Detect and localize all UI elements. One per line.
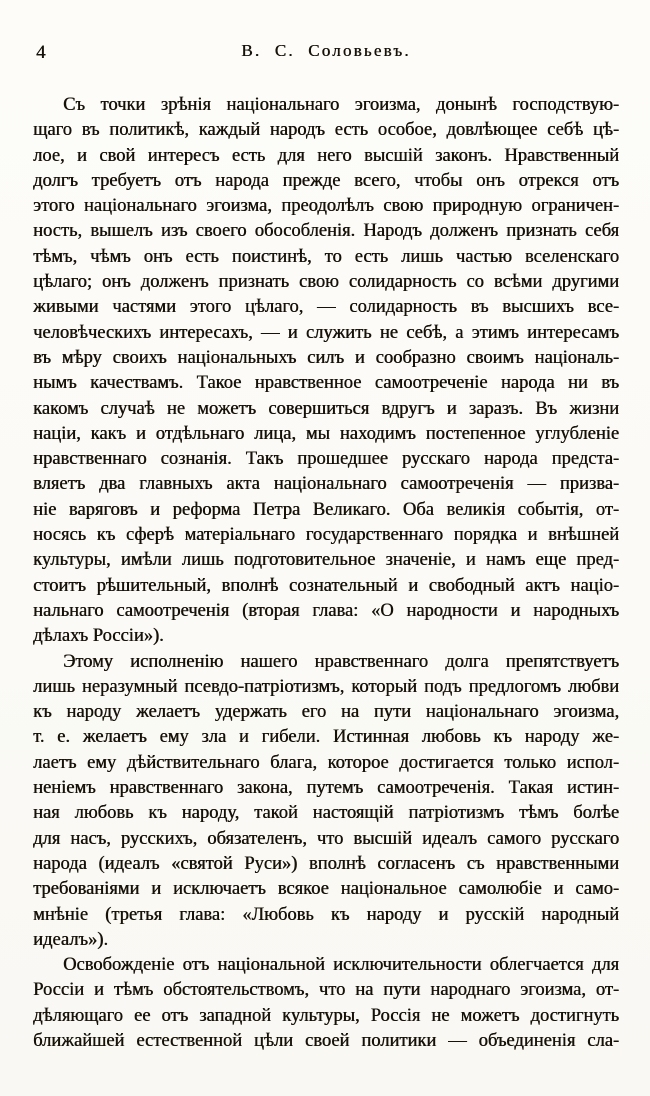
text-line: стоитъ рѣшительный, вполнѣ сознательный и свободный актъ націо-: [33, 575, 619, 596]
text-line: требованіями и исключаетъ всякое національное самолюбіе и само-: [33, 879, 619, 900]
text-line: нравственнаго сознанія. Такъ прошедшее русскаго народа предста-: [33, 449, 619, 470]
text-line: идеалъ»).: [33, 929, 108, 950]
text-line: нымъ качествамъ. Такое нравственное самоотреченіе народа ни въ: [33, 373, 619, 394]
paragraph: [33, 650, 619, 954]
text-line: націи, какъ и отдѣльнаго лица, мы находимъ постепенное углубленіе: [33, 423, 619, 444]
page-number: 4: [36, 42, 46, 63]
paragraph: [33, 953, 619, 1054]
text-line: нальнаго самоотреченія (вторая глава: «О народности и народныхъ: [33, 600, 619, 621]
text-line: ніе варяговъ и реформа Петра Великаго. Оба великія событія, от-: [33, 499, 619, 520]
text-line: т. е. желаетъ ему зла и гибели. Истинная любовь къ народу же-: [33, 727, 619, 748]
text-line: къ народу желаетъ удержать его на пути національнаго эгоизма,: [33, 702, 619, 723]
text-line: Россіи и тѣмъ обстоятельствомъ, что на пути народнаго эгоизма, от-: [33, 980, 619, 1001]
text-line: вляетъ два главныхъ акта національнаго самоотреченія — призва-: [33, 474, 619, 495]
text-line: человѣческихъ интересахъ, — и служить не себѣ, а этимъ интересамъ: [33, 322, 619, 343]
text-line: щаго въ политикѣ, каждый народъ есть особое, довлѣющее себѣ цѣ-: [33, 120, 619, 141]
text-line: ближайшей естественной цѣли своей политики — объединенія сла-: [33, 1030, 619, 1051]
text-line: лое, и свой интересъ есть для него высшій законъ. Нравственный: [33, 145, 619, 166]
text-line: дѣлахъ Россіи»).: [33, 626, 164, 647]
text-line: Освобожденіе отъ національной исключительности облегчается для: [63, 955, 619, 976]
text-line: дѣляющаго ее отъ западной культуры, Россія не можетъ достигнуть: [33, 1005, 619, 1026]
text-line: Съ точки зрѣнія національнаго эгоизма, донынѣ господствую-: [63, 95, 619, 115]
text-line: лишь неразумный псевдо-патріотизмъ, который подъ предлогомъ любви: [33, 676, 619, 697]
text-line: для насъ, русскихъ, обязателенъ, что высшій идеалъ самого русскаго: [33, 828, 619, 849]
text-line: тѣмъ, чѣмъ онъ есть поистинѣ, то есть лишь частью вселенскаго: [33, 246, 619, 267]
text-line: цѣлаго; онъ долженъ признать свою солидарность со всѣми другими: [33, 272, 619, 293]
running-title: В. С. Соловьевъ.: [241, 41, 411, 60]
text-line: живыми частями этого цѣлаго, — солидарность въ высшихъ все-: [33, 297, 619, 318]
text-line: въ мѣру своихъ національныхъ силъ и сообразно своимъ національ-: [33, 347, 619, 368]
text-line: народа (идеалъ «святой Руси») вполнѣ согласенъ съ нравственными: [33, 853, 619, 874]
text-line: долгъ требуетъ отъ народа прежде всего, чтобы онъ отрекся отъ: [33, 170, 619, 191]
text-line: ная любовь къ народу, такой настоящій патріотизмъ тѣмъ болѣе: [33, 803, 619, 824]
text-line: Этому исполненію нашего нравственнаго долга препятствуетъ: [63, 651, 619, 672]
text-line: ность, вышелъ изъ своего обособленія. Народъ долженъ признать себя: [33, 221, 619, 242]
text-line: носясь къ сферѣ матеріальнаго государственнаго порядка и внѣшней: [33, 525, 619, 546]
text-line: культуры, имѣли лишь подготовительное значеніе, и намъ еще пред-: [33, 550, 619, 571]
text-line: какомъ случаѣ не можетъ совершиться вдругъ и заразъ. Въ жизни: [33, 398, 619, 419]
text-block: [33, 93, 619, 1054]
text-line: этого національнаго эгоизма, преодолѣлъ свою природную ограничен-: [33, 196, 619, 217]
paragraph: [33, 93, 619, 650]
text-line: неніемъ нравственнаго закона, путемъ самоотреченія. Такая истин-: [33, 778, 619, 799]
page-header: [33, 41, 619, 65]
text-line: лаетъ ему дѣйствительнаго блага, которое достигается только испол-: [33, 752, 619, 773]
text-line: мнѣніе (третья глава: «Любовь къ народу и русскій народный: [33, 904, 619, 925]
